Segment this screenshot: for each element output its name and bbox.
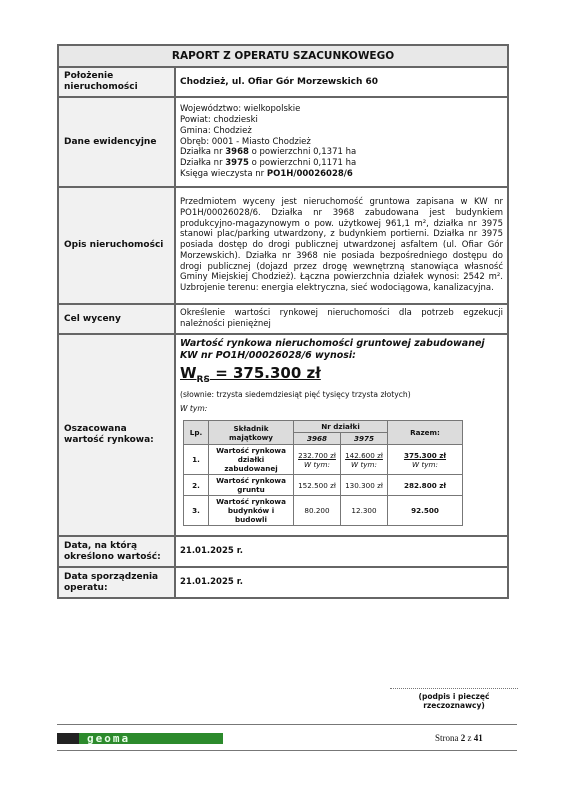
valuation-label: Oszacowana wartość rynkowa:: [58, 334, 175, 536]
report-date: 21.01.2025 r.: [175, 567, 508, 598]
including-label: W tym:: [180, 404, 208, 413]
table-row: 2. Wartość rynkowa gruntu 152.500 zł 130.300 zł 282.800 zł: [184, 475, 463, 496]
voivodeship: Województwo: wielkopolskie: [180, 104, 301, 115]
purpose-label: Cel wyceny: [58, 304, 175, 334]
value-date-label: Data, na którą określono wartość:: [58, 536, 175, 567]
report-table: [57, 44, 509, 599]
land-register: Księga wieczysta nr PO1H/00026028/6: [180, 168, 353, 179]
geoma-logo: [57, 733, 223, 744]
logo-block: [57, 733, 79, 744]
report-date-label: Data sporządzenia operatu:: [58, 567, 175, 598]
footer-bottom-divider: [57, 750, 517, 751]
valuation-heading-2: KW nr PO1H/00026028/6 wynosi:: [180, 350, 356, 361]
market-value: $W_{RS} = 375.300$ zł: [180, 364, 321, 385]
table-row: 3. Wartość rynkowa budynków i budowli 80.200 12.300 92.500: [184, 496, 463, 526]
signature-line: [390, 688, 518, 689]
col-plot-2: 3975: [341, 433, 388, 445]
col-lp: Lp.: [184, 421, 209, 445]
records-value: [175, 97, 508, 187]
col-plot-1: 3968: [294, 433, 341, 445]
precinct: Obręb: 0001 - Miasto Chodzież: [180, 136, 311, 147]
records-label: Dane ewidencyjne: [58, 97, 175, 187]
value-in-words: (słownie: trzysta siedemdziesiąt pięć tysięcy trzysta złotych): [180, 390, 411, 399]
commune: Gmina: Chodzież: [180, 125, 252, 136]
col-component: Składnik majątkowy: [209, 421, 294, 445]
valuation-value: [175, 334, 508, 536]
description-text: Przedmiotem wyceny jest nieruchomość gruntowa zapisana w KW nr PO1H/00026028/6. Działka nr 3968 zabudowana jest budynkiem produkcyjno-magazynowym o pow. użytkowej 961,1 m², działka nr 3975 stanowi plac/parking utwardzony, z budynkiem portierni. Działka nr 3975 posiada dostęp do drogi publicznej utwardzonej asfaltem (ul. Ofiar Gór Morzewskich). Działka nr 3968 nie posiada bezpośredniego dostępu do drogi publicznej (dojazd przez drogę wewnętrzną stanowiąca własność Gminy Miejskiej Chodzież). Łączna powierzchnia działek wynosi: 2542 m². Uzbrojenie terenu: energia elektryczna, sieć wodociągowa, kanalizacyjna.: [175, 187, 508, 304]
location-label: Położenie nieruchomości: [58, 67, 175, 97]
valuation-heading-1: Wartość rynkowa nieruchomości gruntowej zabudowanej: [180, 338, 485, 349]
description-label: Opis nieruchomości: [58, 187, 175, 304]
location-value: Chodzież, ul. Ofiar Gór Morzewskich 60: [175, 67, 508, 97]
col-total: Razem:: [388, 421, 463, 445]
page-number: Strona 2 z 41: [435, 733, 483, 743]
table-row: 1. Wartość rynkowa działki zabudowanej 232.700 zł W tym: 142.600 zł W tym: 375.300 zł W tym:: [184, 445, 463, 475]
county: Powiat: chodzieski: [180, 115, 258, 125]
col-plot-no: Nr działki: [294, 421, 388, 433]
components-table: [183, 420, 463, 526]
value-date: 21.01.2025 r.: [175, 536, 508, 567]
plot-2: Działka nr 3975 o powierzchni 0,1171 ha: [180, 158, 357, 169]
plot-1: Działka nr 3968 o powierzchni 0,1371 ha: [180, 147, 357, 158]
footer-divider: [57, 724, 517, 725]
report-title: RAPORT Z OPERATU SZACUNKOWEGO: [58, 45, 508, 67]
signature-caption: (podpis i pieczęć rzeczoznawcy): [418, 692, 490, 710]
purpose-text: Określenie wartości rynkowej nieruchomości dla potrzeb egzekucji należności pieniężnej: [175, 304, 508, 334]
logo-text: geoma: [87, 732, 131, 745]
